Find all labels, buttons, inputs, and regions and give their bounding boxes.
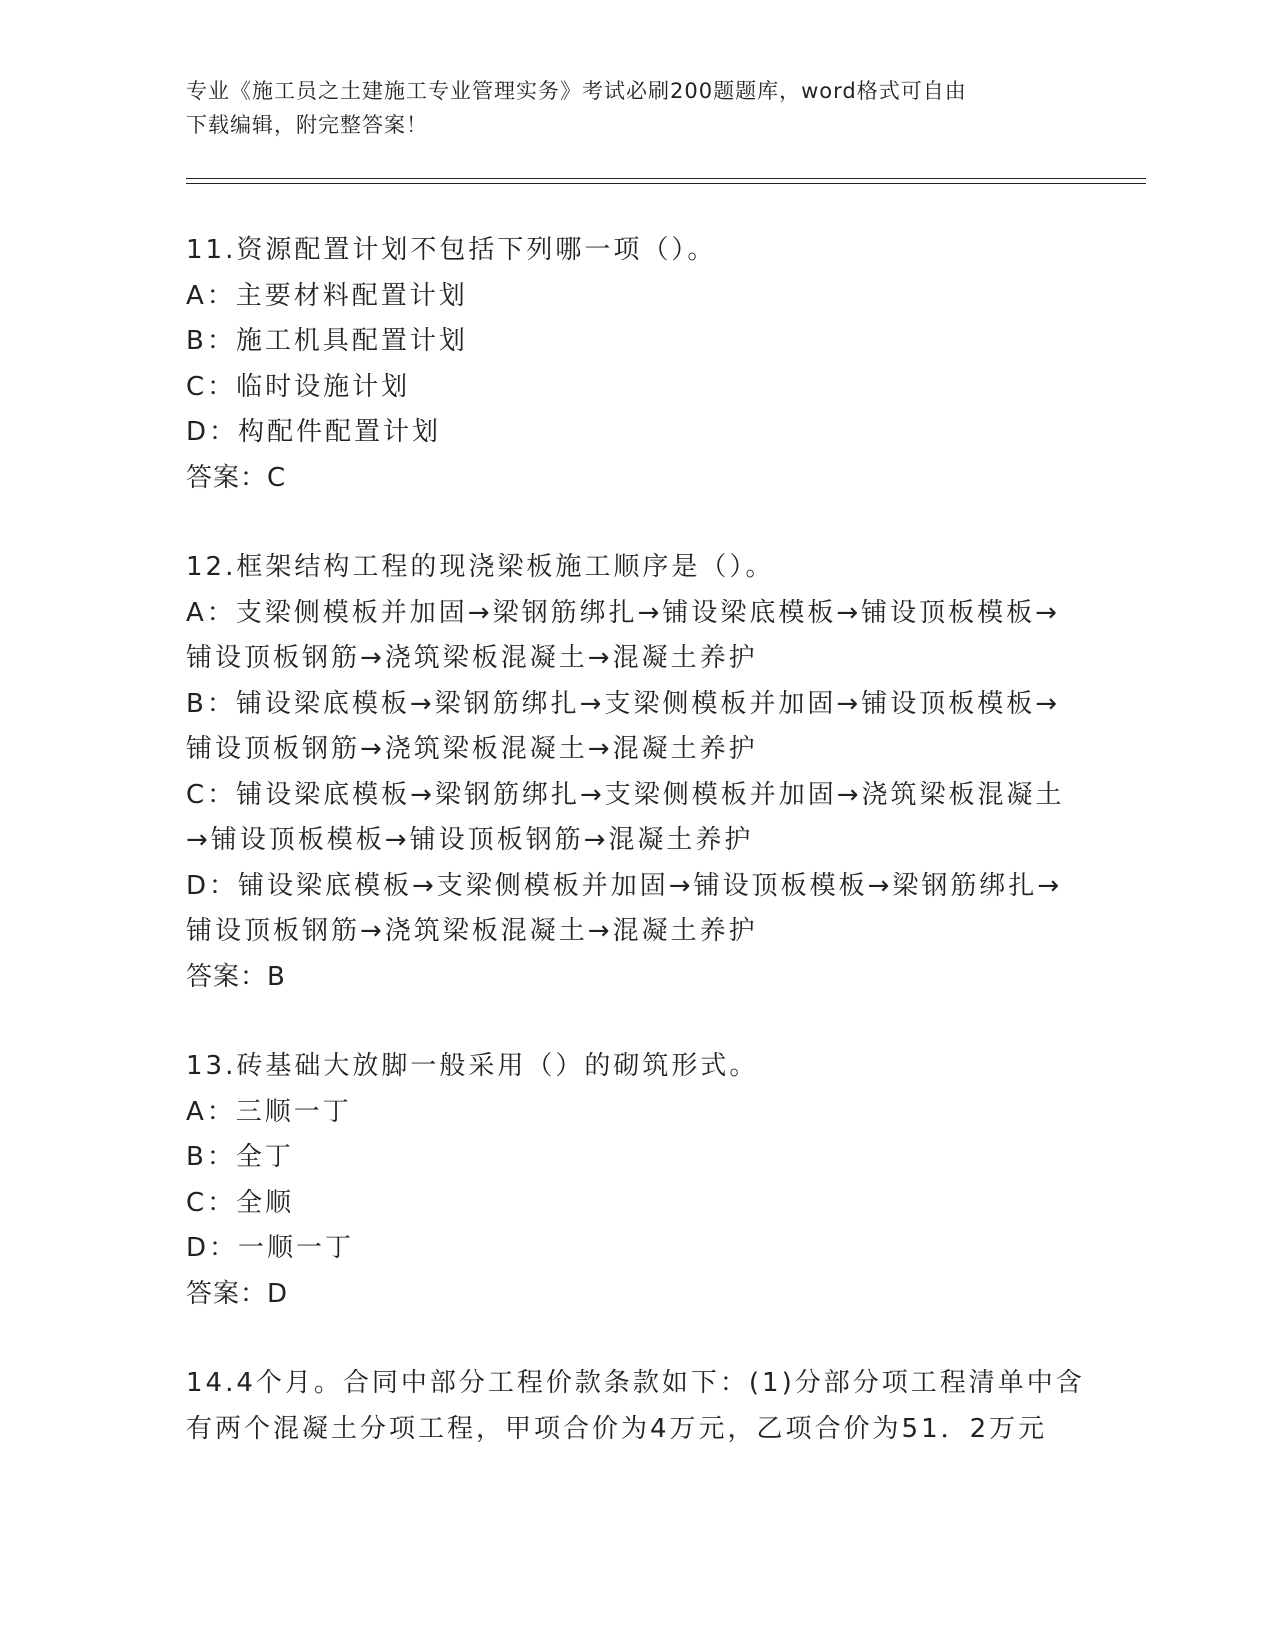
document-header: [186, 74, 1086, 142]
question-stem: 12.框架结构工程的现浇梁板施工顺序是（）。: [186, 552, 775, 582]
question-list: [186, 228, 1086, 1496]
question-14: [186, 1361, 1086, 1452]
answer-text: 答案：D: [186, 1278, 289, 1309]
header-divider-top: [186, 178, 1146, 179]
question-stem: 14.4个月。合同中部分工程价款条款如下：(1)分部分项工程清单中含有两个混凝土分项工程，甲项合价为4万元，乙项合价为51．2万元: [186, 1368, 1085, 1444]
option-d: D：一顺一丁: [186, 1233, 355, 1263]
option-c: C：全顺: [186, 1187, 295, 1218]
option-d: D：构配件配置计划: [186, 417, 442, 447]
question-11: [186, 228, 1086, 501]
option-b: B：全丁: [186, 1142, 294, 1172]
question-stem: 11.资源配置计划不包括下列哪一项（）。: [186, 235, 717, 265]
answer-text: 答案：C: [186, 462, 287, 493]
option-c: C：铺设梁底模板→梁钢筋绑扎→支梁侧模板并加固→浇筑梁板混凝土→铺设顶板模板→铺设顶板钢筋→混凝土养护: [186, 779, 1065, 855]
option-a: A：三顺一丁: [186, 1096, 352, 1127]
option-b: B：铺设梁底模板→梁钢筋绑扎→支梁侧模板并加固→铺设顶板模板→铺设顶板钢筋→浇筑梁板混凝土→混凝土养护: [186, 688, 1060, 764]
header-line-2: 下载编辑，附完整答案！: [186, 113, 428, 137]
option-d: D：铺设梁底模板→支梁侧模板并加固→铺设顶板模板→梁钢筋绑扎→铺设顶板钢筋→浇筑梁板混凝土→混凝土养护: [186, 870, 1063, 946]
header-line-1: 专业《施工员之土建施工专业管理实务》考试必刷200题题库，word格式可自由: [186, 79, 967, 103]
option-a: A：主要材料配置计划: [186, 280, 468, 311]
header-divider-bottom: [186, 183, 1146, 184]
question-12: [186, 545, 1086, 1000]
option-c: C：临时设施计划: [186, 371, 411, 402]
question-13: [186, 1044, 1086, 1317]
option-b: B：施工机具配置计划: [186, 326, 468, 356]
option-a: A：支梁侧模板并加固→梁钢筋绑扎→铺设梁底模板→铺设顶板模板→铺设顶板钢筋→浇筑梁板混凝土→混凝土养护: [186, 597, 1060, 673]
question-stem: 13.砖基础大放脚一般采用（）的砌筑形式。: [186, 1051, 759, 1081]
answer-text: 答案：B: [186, 961, 286, 992]
